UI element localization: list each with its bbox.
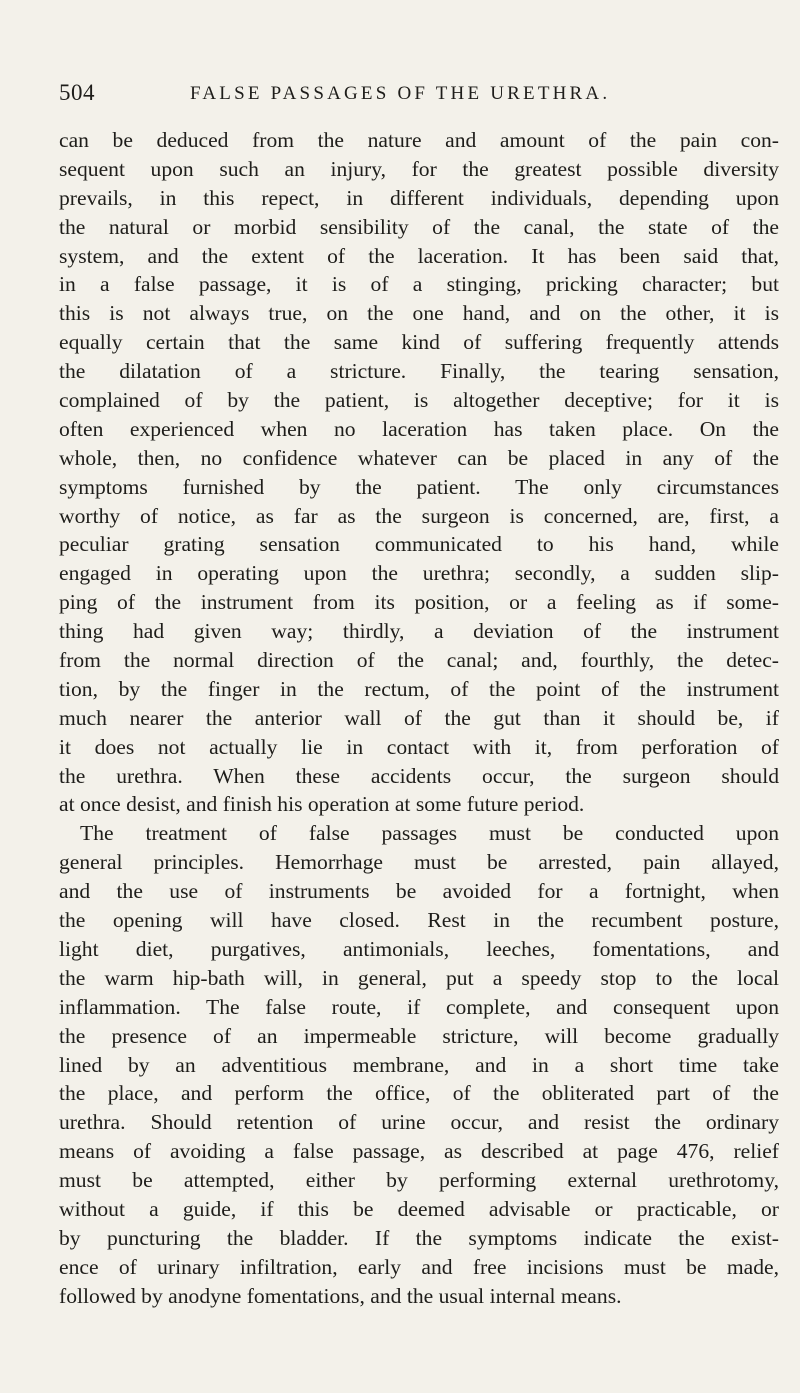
text-line: system, and the extent of the laceration. It has been said that, — [59, 243, 779, 268]
text-line: by puncturing the bladder. If the symptoms indicate the exist- — [59, 1225, 779, 1250]
text-line: sequent upon such an injury, for the greatest possible diversity — [59, 156, 779, 181]
text-line: complained of by the patient, is altogether deceptive; for it is — [59, 388, 779, 413]
text-line: ence of urinary infiltration, early and free incisions must be made, — [59, 1254, 779, 1279]
text-line: engaged in operating upon the urethra; secondly, a sudden slip- — [59, 561, 779, 586]
text-line: ping of the instrument from its position, or a feeling as if some- — [59, 590, 779, 615]
text-line: can be deduced from the nature and amount of the pain con- — [59, 128, 779, 152]
text-line: peculiar grating sensation communicated to his hand, while — [59, 532, 779, 557]
running-title: FALSE PASSAGES OF THE URETHRA. — [190, 83, 611, 104]
text-line: tion, by the finger in the rectum, of the point of the instrument — [59, 676, 779, 701]
page-number: 504 — [59, 80, 95, 105]
text-line: this is not always true, on the one hand, and on the other, it is — [59, 301, 779, 326]
text-line: equally certain that the same kind of suffering frequently attends — [59, 330, 779, 355]
text-line: the urethra. When these accidents occur, the surgeon should — [59, 763, 779, 788]
text-line: whole, then, no confidence whatever can be placed in any of the — [59, 445, 779, 470]
text-line: light diet, purgatives, antimonials, leeches, fomentations, and — [59, 936, 779, 961]
text-line: in a false passage, it is of a stinging, pricking character; but — [59, 272, 779, 297]
text-line: the opening will have closed. Rest in the recumbent posture, — [59, 908, 779, 933]
text-line: and the use of instruments be avoided for a fortnight, when — [59, 879, 779, 904]
text-line: it does not actually lie in contact with it, from perforation of — [59, 734, 779, 759]
text-line: the natural or morbid sensibility of the canal, the state of the — [59, 214, 779, 239]
text-line: inflammation. The false route, if complete, and consequent upon — [59, 994, 779, 1019]
text-line: prevails, in this repect, in different individuals, depending upon — [59, 185, 779, 210]
text-line: without a guide, if this be deemed advisable or practicable, or — [59, 1196, 779, 1221]
text-line: at once desist, and finish his operation at some future period. — [59, 792, 585, 817]
text-line: worthy of notice, as far as the surgeon is concerned, are, first, a — [59, 503, 779, 528]
text-line: the warm hip-bath will, in general, put a speedy stop to the local — [59, 965, 779, 990]
text-line: the presence of an impermeable stricture, will become gradually — [59, 1023, 779, 1048]
text-line: must be attempted, either by performing external urethrotomy, — [59, 1168, 779, 1193]
text-line: much nearer the anterior wall of the gut than it should be, if — [59, 705, 779, 730]
text-line: the dilatation of a stricture. Finally, the tearing sensation, — [59, 359, 779, 384]
text-line: thing had given way; thirdly, a deviation of the instrument — [59, 619, 779, 644]
running-head — [59, 80, 719, 110]
text-line: general principles. Hemorrhage must be arrested, pain allayed, — [59, 850, 779, 875]
text-line: followed by anodyne fomentations, and the usual internal means. — [59, 1283, 622, 1308]
text-line: lined by an adventitious membrane, and in a short time take — [59, 1052, 779, 1077]
paragraph-first-line: The treatment of false passages must be conducted upon — [80, 821, 779, 846]
text-line: means of avoiding a false passage, as described at page 476, relief — [59, 1139, 779, 1164]
text-line: often experienced when no laceration has taken place. On the — [59, 416, 779, 441]
body-text — [59, 126, 779, 1311]
text-line: urethra. Should retention of urine occur, and resist the ordinary — [59, 1110, 779, 1135]
text-line: the place, and perform the office, of the obliterated part of the — [59, 1081, 779, 1106]
text-line: symptoms furnished by the patient. The only circumstances — [59, 474, 779, 499]
text-line: from the normal direction of the canal; and, fourthly, the detec- — [59, 648, 779, 673]
